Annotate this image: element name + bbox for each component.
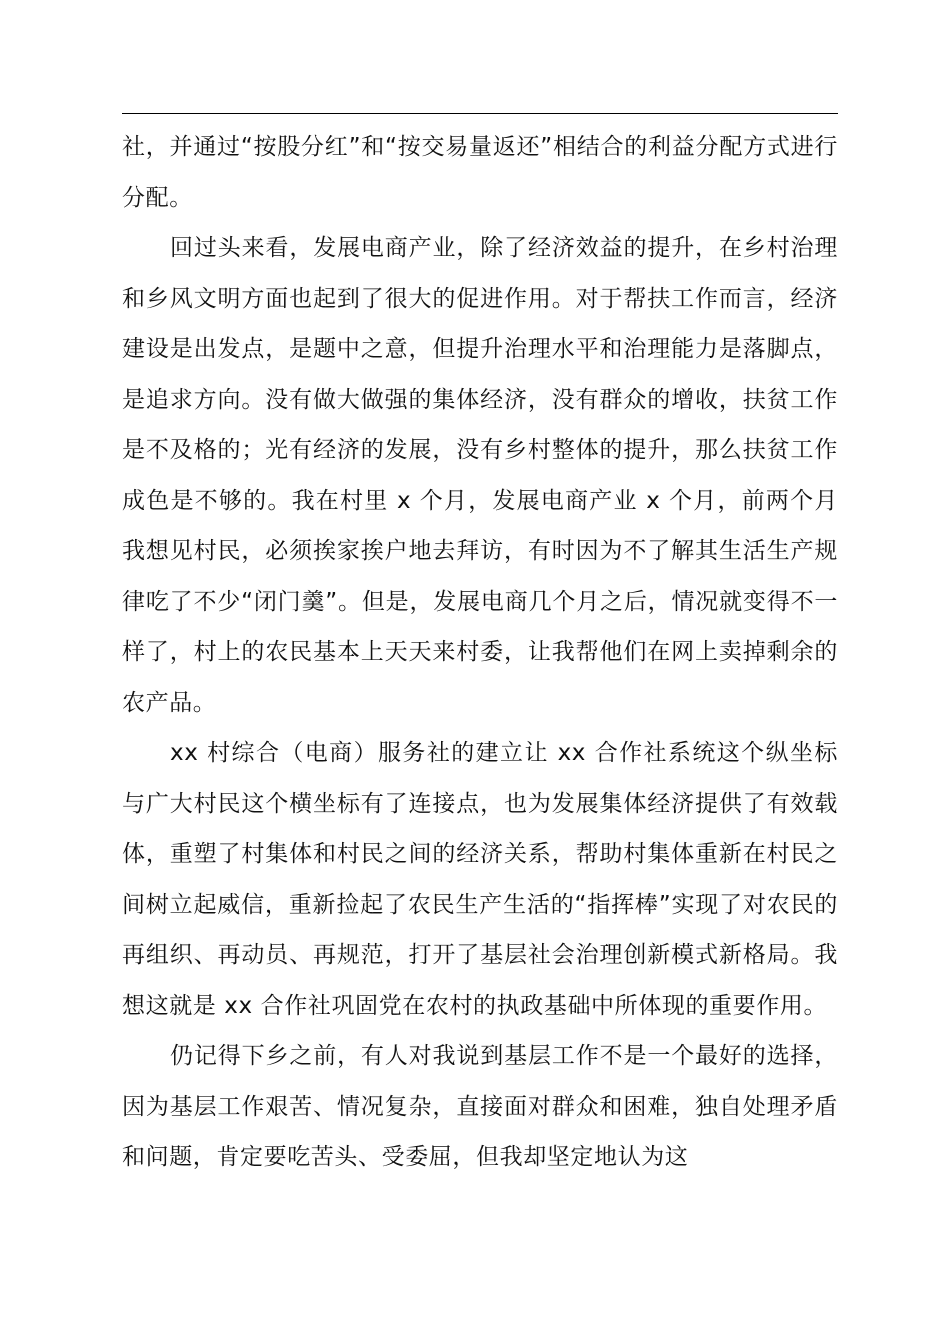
header-divider: [122, 113, 838, 114]
paragraph-ecommerce-governance: 回过头来看，发展电商产业，除了经济效益的提升，在乡村治理和乡风文明方面也起到了很大的促进作用。对于帮扶工作而言，经济建设是出发点，是题中之意，但提升治理水平和治理能力是落脚点，是追求方向。没有做大做强的集体经济，没有群众的增收，扶贫工作是不及格的；光有经济的发展，没有乡村整体的提升，那么扶贫工作成色是不够的。我在村里 x 个月，发展电商产业 x 个月，前两个月我想见村民，必须挨家挨户地去拜访，有时因为不了解其生活生产规律吃了不少“闭门羹”。但是，发展电商几个月之后，情况就变得不一样了，村上的农民基本上天天来村委，让我帮他们在网上卖掉剩余的农产品。: [122, 235, 838, 716]
paragraph-continuation: 社，并通过“按股分红”和“按交易量返还”相结合的利益分配方式进行分配。: [122, 134, 838, 211]
body-text: [122, 122, 838, 1183]
paragraph-service-cooperative: xx 村综合（电商）服务社的建立让 xx 合作社系统这个纵坐标与广大村民这个横坐标有了连接点，也为发展集体经济提供了有效载体，重塑了村集体和村民之间的经济关系，帮助村集体重新在村民之间树立起威信，重新捡起了农民生产生活的“指挥棒”实现了对农民的再组织、再动员、再规范，打开了基层社会治理创新模式新格局。我想这就是 xx 合作社巩固党在农村的执政基础中所体现的重要作用。: [122, 740, 838, 1019]
paragraph-grassroots-work: 仍记得下乡之前，有人对我说到基层工作不是一个最好的选择，因为基层工作艰苦、情况复杂，直接面对群众和困难，独自处理矛盾和问题，肯定要吃苦头、受委屈，但我却坚定地认为这: [122, 1043, 838, 1170]
